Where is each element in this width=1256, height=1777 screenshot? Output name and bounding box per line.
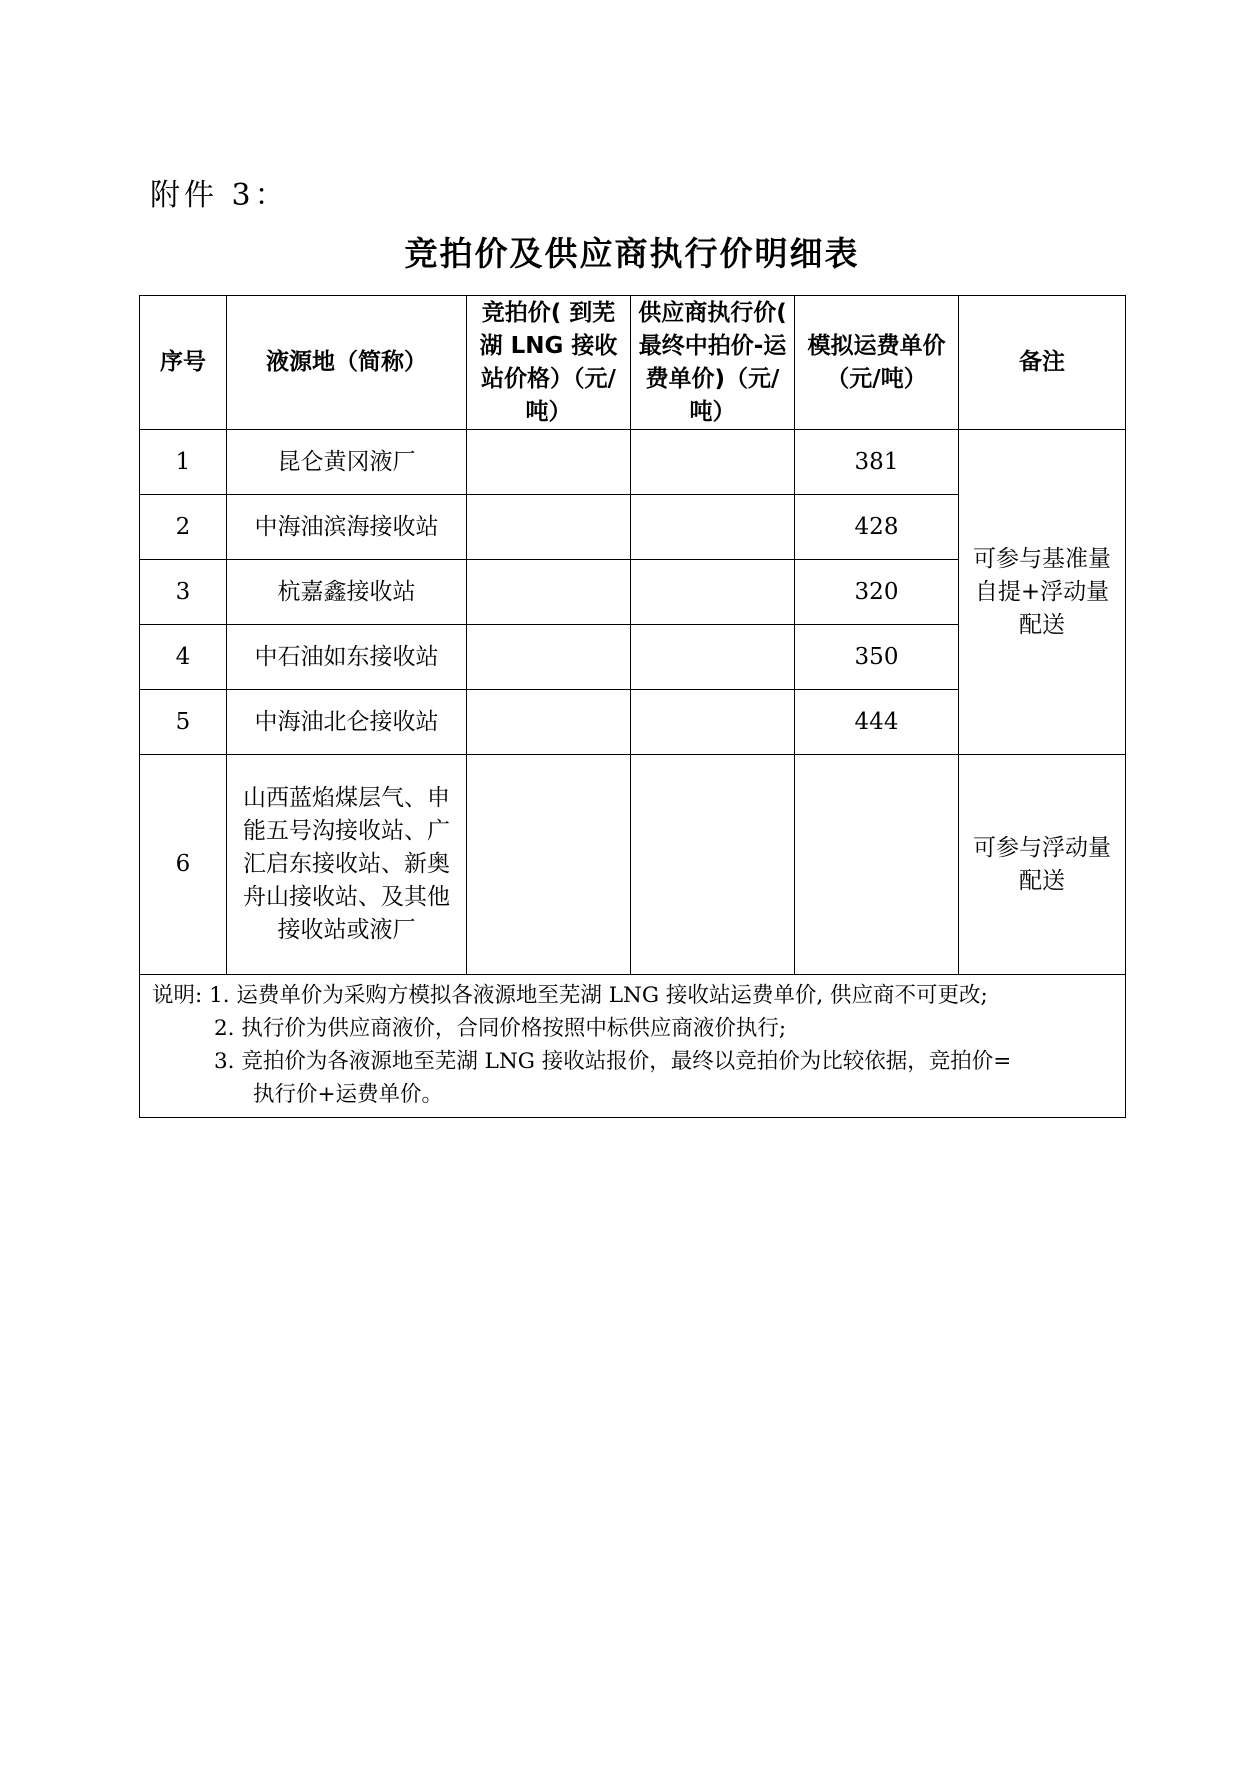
supplier-price-cell [631, 625, 795, 690]
source-cell: 中石油如东接收站 [227, 625, 467, 690]
seq-cell: 3 [140, 560, 227, 625]
note-line-2: 2. 执行价为供应商液价，合同价格按照中标供应商液价执行; [214, 1016, 787, 1041]
bid-price-cell [467, 625, 631, 690]
source-cell: 山西蓝焰煤层气、申能五号沟接收站、广汇启东接收站、新奥舟山接收站、及其他接收站或液厂 [227, 755, 467, 975]
bid-price-cell [467, 690, 631, 755]
bid-price-cell [467, 755, 631, 975]
supplier-price-cell [631, 495, 795, 560]
notes-cell [140, 975, 1126, 1118]
freight-cell [795, 755, 959, 975]
price-detail-table [139, 295, 1126, 1118]
remark-cell: 可参与浮动量配送 [959, 755, 1126, 975]
supplier-price-cell [631, 755, 795, 975]
note-line-3-continued: 执行价+运费单价。 [253, 1082, 444, 1107]
bid-price-cell [467, 560, 631, 625]
freight-cell: 381 [795, 430, 959, 495]
note-line-1: 说明: 1. 运费单价为采购方模拟各液源地至芜湖 LNG 接收站运费单价, 供应商不可更改; [152, 983, 988, 1008]
supplier-price-cell [631, 560, 795, 625]
attachment-label: 附件 3： [150, 178, 289, 213]
freight-cell: 350 [795, 625, 959, 690]
notes-row [140, 975, 1126, 1118]
supplier-price-cell [631, 690, 795, 755]
freight-cell: 320 [795, 560, 959, 625]
table-row [140, 755, 1126, 975]
header-freight: 模拟运费单价（元/吨） [795, 296, 959, 430]
seq-cell: 5 [140, 690, 227, 755]
freight-cell: 444 [795, 690, 959, 755]
remark-cell: 可参与基准量自提+浮动量配送 [959, 430, 1126, 755]
seq-cell: 6 [140, 755, 227, 975]
bid-price-cell [467, 495, 631, 560]
header-seq: 序号 [140, 296, 227, 430]
table-row [140, 430, 1126, 495]
freight-cell: 428 [795, 495, 959, 560]
seq-cell: 4 [140, 625, 227, 690]
header-supplier-price: 供应商执行价( 最终中拍价-运费单价)（元/吨） [631, 296, 795, 430]
note-line-3: 3. 竞拍价为各液源地至芜湖 LNG 接收站报价，最终以竞拍价为比较依据，竞拍价= [214, 1049, 1012, 1074]
header-bid-price: 竞拍价( 到芜湖 LNG 接收站价格）（元/吨） [467, 296, 631, 430]
source-cell: 中海油北仑接收站 [227, 690, 467, 755]
source-cell: 杭嘉鑫接收站 [227, 560, 467, 625]
source-cell: 中海油滨海接收站 [227, 495, 467, 560]
seq-cell: 1 [140, 430, 227, 495]
source-cell: 昆仑黄冈液厂 [227, 430, 467, 495]
supplier-price-cell [631, 430, 795, 495]
bid-price-cell [467, 430, 631, 495]
table-header-row [140, 296, 1126, 430]
header-remark: 备注 [959, 296, 1126, 430]
seq-cell: 2 [140, 495, 227, 560]
document-title: 竞拍价及供应商执行价明细表 [404, 234, 860, 273]
header-source: 液源地（简称） [227, 296, 467, 430]
